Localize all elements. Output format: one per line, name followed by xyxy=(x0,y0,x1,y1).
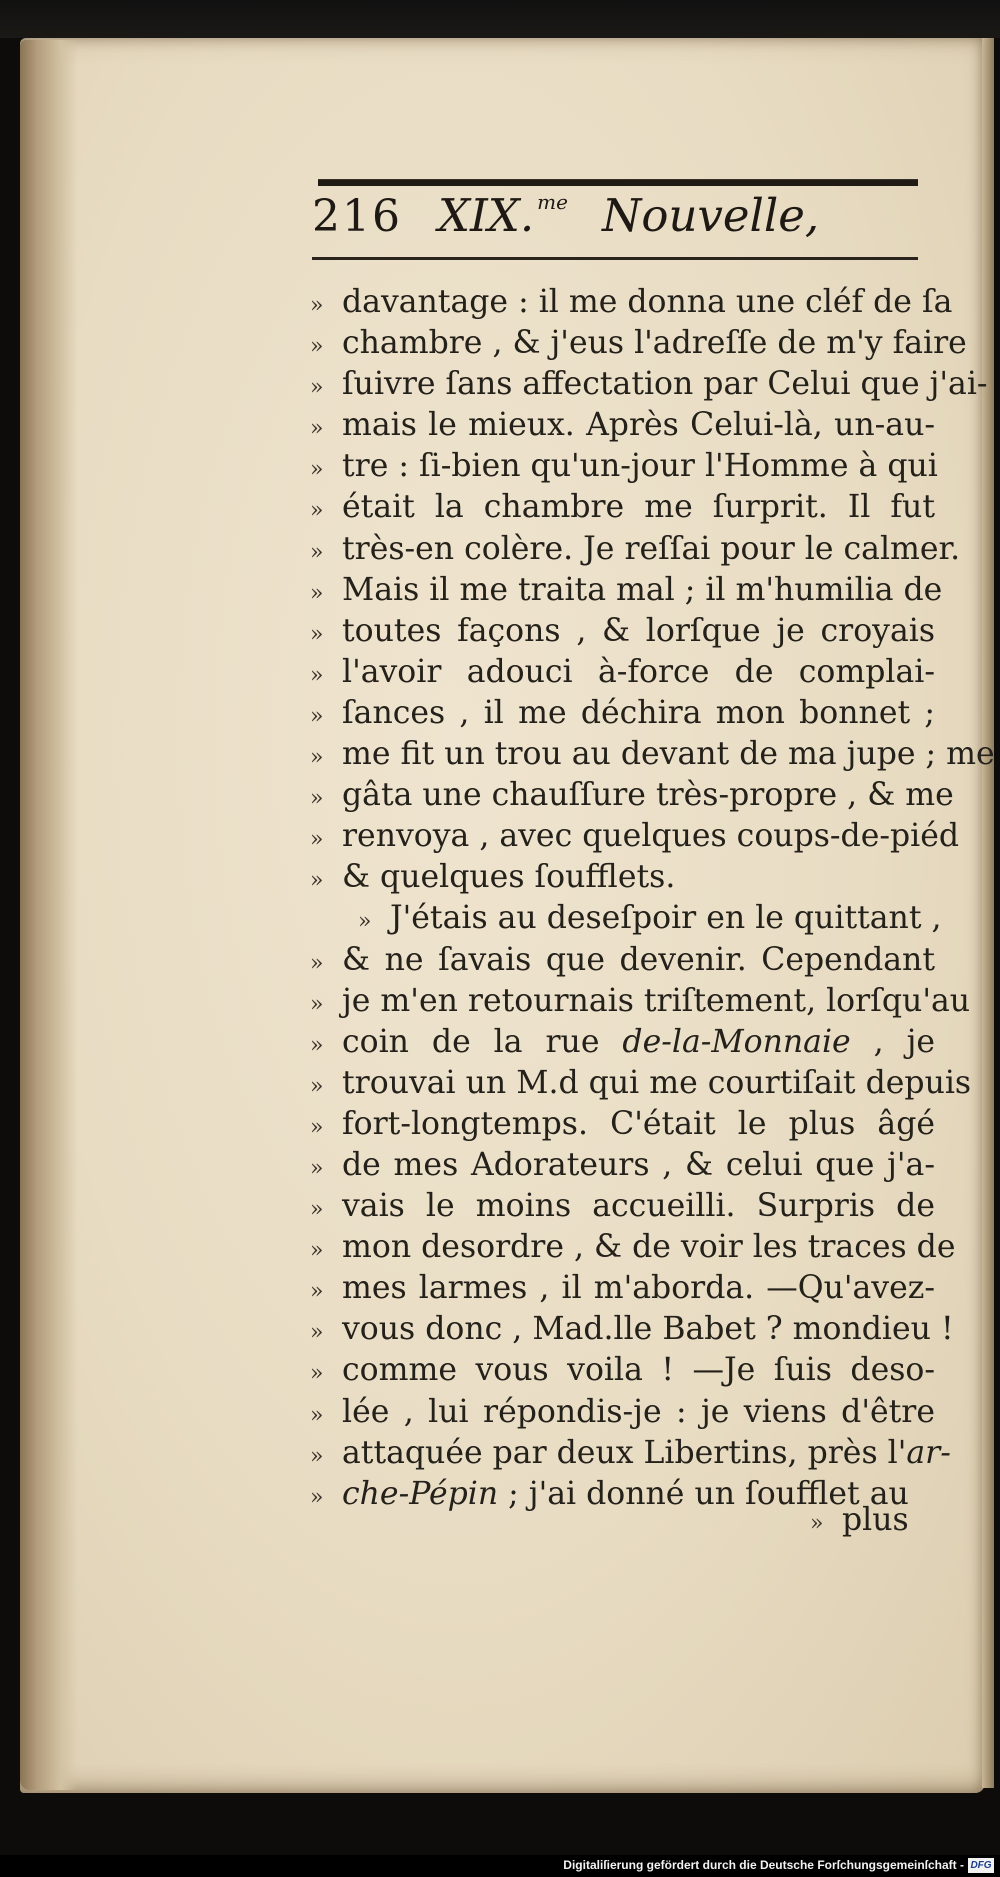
quote-mark: » xyxy=(310,703,324,729)
line-text: fort-longtemps. C'était le plus âgé xyxy=(342,1105,935,1142)
line-text: renvoya , avec quelques coups-de-piéd xyxy=(342,818,960,855)
text-line xyxy=(310,1433,951,1474)
text-line xyxy=(310,1227,956,1268)
line-text-part: attaquée par deux Libertins, près l' xyxy=(342,1434,907,1471)
text-line xyxy=(310,775,954,816)
line-text: mes larmes , il m'aborda. —Qu'avez- xyxy=(342,1270,935,1307)
line-text xyxy=(342,1433,951,1474)
line-text: je m'en retournais triſtement, lorſqu'au xyxy=(342,982,971,1019)
header-rule-bottom xyxy=(312,257,918,260)
line-text: me fit un trou au devant de ma jupe ; me xyxy=(342,736,995,773)
quote-mark: » xyxy=(310,991,324,1017)
line-text: l'avoir adouci à-force de complai- xyxy=(342,653,935,690)
line-text: ſuivre ſans affectation par Celui que j'ai- xyxy=(342,366,988,403)
quote-mark: » xyxy=(310,334,324,360)
quote-mark: » xyxy=(310,539,324,565)
line-text: ſances , il me déchira mon bonnet ; xyxy=(342,694,935,731)
quote-mark: » xyxy=(310,1114,324,1140)
quote-mark: » xyxy=(310,621,324,647)
catchword xyxy=(810,1502,909,1538)
quote-mark: » xyxy=(310,1443,324,1469)
chapter-label xyxy=(438,189,568,242)
quote-mark: » xyxy=(310,1320,324,1346)
line-text: toutes façons , & lorſque je croyais xyxy=(342,612,935,649)
quote-mark: » xyxy=(310,498,324,524)
quote-mark: » xyxy=(310,293,324,318)
chapter-number: XIX. xyxy=(438,189,535,242)
text-line xyxy=(310,816,960,857)
running-header xyxy=(312,187,932,257)
line-text: gâta une chauſſure très-propre , & me xyxy=(342,777,954,814)
line-text: davantage : il me donna une cléf de ſa xyxy=(342,284,953,320)
line-text: comme vous voila ! —Je ſuis deso- xyxy=(342,1352,935,1389)
text-line xyxy=(310,940,935,981)
italic-place-name: che-Pépin xyxy=(342,1475,499,1512)
page-number: 216 xyxy=(312,191,402,242)
text-line xyxy=(310,857,935,898)
text-line xyxy=(310,1104,935,1145)
text-line xyxy=(310,734,995,775)
line-text: de mes Adorateurs , & celui que j'a- xyxy=(342,1146,935,1183)
quote-mark: » xyxy=(310,745,324,771)
line-text xyxy=(342,1022,935,1063)
text-line xyxy=(310,611,935,652)
quote-mark: » xyxy=(310,457,324,483)
digitization-credit: Digitaliſierung gefördert durch die Deutsche Forſchungsgemeinſchaft - xyxy=(563,1858,964,1872)
line-text: & quelques ſoufflets. xyxy=(342,859,676,896)
line-text: tre : ſi-bien qu'un-jour l'Homme à qui xyxy=(342,448,938,485)
line-text-part: coin de la rue xyxy=(342,1023,623,1060)
quote-mark: » xyxy=(310,1155,324,1181)
dfg-logo-icon: DFG xyxy=(968,1858,994,1873)
header-rule-top xyxy=(318,180,918,186)
italic-place-name: de-la-Monnaie xyxy=(622,1023,851,1060)
line-text: Mais il me traita mal ; il m'humilia de xyxy=(342,571,943,608)
quote-mark: » xyxy=(310,868,324,894)
chapter-suffix: me xyxy=(537,190,568,214)
line-text: chambre , & j'eus l'adreſſe de m'y faire xyxy=(342,325,967,362)
text-line xyxy=(310,529,961,570)
page-binding-edge xyxy=(20,40,78,1790)
line-text-part: ; j'ai donné un ſoufflet au xyxy=(498,1475,909,1512)
text-line xyxy=(310,405,935,446)
line-text: mais le mieux. Après Celui-là, un-au- xyxy=(342,407,935,444)
quote-mark: » xyxy=(310,1279,324,1305)
quote-mark: » xyxy=(310,1361,324,1387)
line-text-part: , je xyxy=(850,1023,935,1060)
line-text: & ne ſavais que devenir. Cependant xyxy=(342,941,935,978)
scan-background-top xyxy=(0,0,1000,38)
quote-mark: » xyxy=(310,1238,324,1264)
quote-mark: » xyxy=(310,1032,324,1058)
text-line xyxy=(310,1022,935,1063)
text-line xyxy=(310,1145,935,1186)
quote-mark: » xyxy=(310,1402,324,1428)
quote-mark: » xyxy=(310,1197,324,1223)
line-text: était la chambre me ſurprit. Il fut xyxy=(342,489,935,526)
text-line xyxy=(310,1268,935,1309)
quote-mark: » xyxy=(310,1073,324,1099)
text-line xyxy=(310,446,938,487)
catchword-text: plus xyxy=(842,1502,909,1538)
text-line xyxy=(310,1186,935,1227)
quote-mark: » xyxy=(310,580,324,606)
body-text xyxy=(310,282,995,1515)
text-line xyxy=(310,1350,935,1391)
line-text: mon desordre , & de voir les traces de xyxy=(342,1229,956,1266)
text-line xyxy=(310,487,935,528)
text-line xyxy=(310,282,953,323)
text-line xyxy=(310,570,943,611)
quote-mark: » xyxy=(310,950,324,976)
quote-mark: » xyxy=(310,662,324,688)
text-line xyxy=(310,898,942,939)
quote-mark: » xyxy=(358,909,372,935)
text-line xyxy=(310,693,935,734)
line-text: lée , lui répondis-je : je viens d'être xyxy=(342,1393,935,1430)
line-text: vais le moins accueilli. Surpris de xyxy=(342,1188,935,1225)
running-title: Nouvelle, xyxy=(602,189,820,242)
line-text: très-en colère. Je reſſai pour le calmer. xyxy=(342,530,961,567)
quote-mark: » xyxy=(310,416,324,442)
line-text: J'étais au deseſpoir en le quittant , xyxy=(390,900,942,937)
text-line xyxy=(310,1063,972,1104)
line-text: vous donc , Mad.lle Babet ? mondieu ! xyxy=(342,1311,954,1348)
quote-mark: » xyxy=(310,1484,324,1510)
line-text: trouvai un M.d qui me courtiſait depuis xyxy=(342,1064,972,1101)
quote-mark: » xyxy=(310,375,324,401)
text-line xyxy=(310,981,971,1022)
page-right-edge xyxy=(982,38,994,1788)
italic-place-name: ar- xyxy=(906,1434,951,1471)
text-line xyxy=(310,1392,935,1433)
text-line xyxy=(310,652,935,693)
quote-mark: » xyxy=(310,827,324,853)
text-line xyxy=(310,323,967,364)
text-line xyxy=(310,364,988,405)
text-line xyxy=(310,1309,954,1350)
quote-mark: » xyxy=(810,1511,824,1536)
quote-mark: » xyxy=(310,786,324,812)
